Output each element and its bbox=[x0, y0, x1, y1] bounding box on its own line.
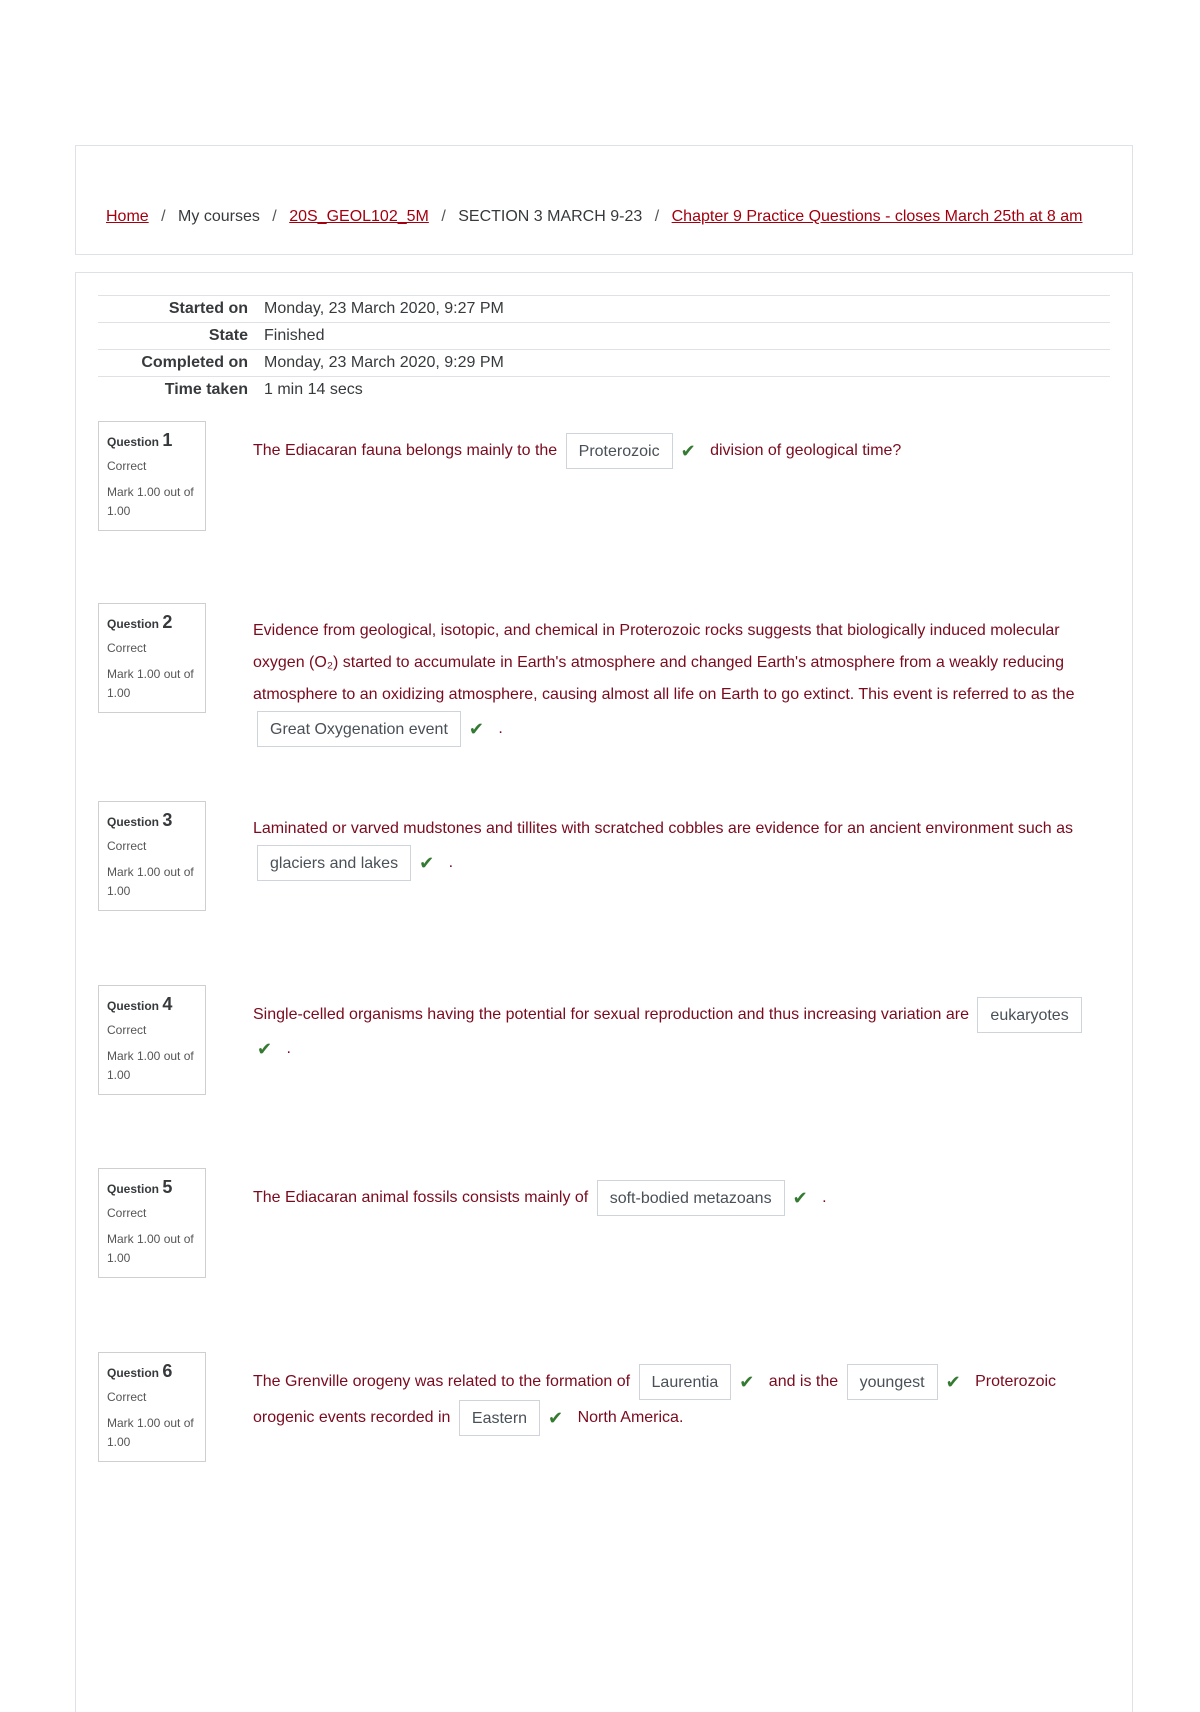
question-state: Correct bbox=[107, 459, 147, 473]
correct-check-icon: ✔ bbox=[468, 719, 484, 739]
question-number-value: 1 bbox=[162, 430, 173, 450]
answer-field[interactable]: eukaryotes bbox=[977, 997, 1081, 1033]
answer-field[interactable]: Great Oxygenation event bbox=[257, 711, 461, 747]
question-text-fragment: Evidence from geological, isotopic, and chemical in Proterozoic rocks suggests that biologically induced molecular oxygen (O₂) started to accumulate in Earth's atmosphere and changed Earth's atmosphere from a weakly reducing atmosphere to an oxidizing atmosphere, causing almost all life on Earth to go extinct. This event is referred to as the bbox=[253, 622, 1075, 703]
question-number-value: 3 bbox=[162, 810, 173, 830]
summary-label: Time taken bbox=[164, 381, 248, 398]
quiz-review-card bbox=[75, 272, 1133, 1712]
question-text-fragment: Single-celled organisms having the potential for sexual reproduction and thus increasing variation are bbox=[253, 1006, 974, 1024]
question-text-fragment: The Ediacaran fauna belongs mainly to the bbox=[253, 442, 562, 460]
question-text-fragment: . bbox=[493, 720, 503, 738]
question-text-fragment: and is the bbox=[764, 1373, 843, 1391]
answer-field[interactable]: glaciers and lakes bbox=[257, 845, 411, 881]
question-text-fragment: The Grenville orogeny was related to the formation of bbox=[253, 1373, 635, 1391]
breadcrumb-home-link[interactable]: Home bbox=[106, 208, 149, 225]
breadcrumb-section: SECTION 3 MARCH 9-23 bbox=[458, 208, 643, 225]
summary-label: Completed on bbox=[141, 354, 248, 371]
question-word: Question bbox=[107, 815, 163, 829]
attempt-summary-table bbox=[98, 295, 1110, 403]
breadcrumb-my-courses: My courses bbox=[178, 208, 260, 225]
answer-field[interactable]: youngest bbox=[847, 1364, 938, 1400]
question-grade: Mark 1.00 out of 1.00 bbox=[107, 667, 194, 700]
question-number bbox=[107, 994, 197, 1015]
question-text bbox=[253, 433, 1093, 469]
correct-check-icon: ✔ bbox=[945, 1372, 961, 1392]
question-state: Correct bbox=[107, 1023, 147, 1037]
correct-check-icon: ✔ bbox=[680, 441, 696, 461]
question-number bbox=[107, 612, 197, 633]
question-grade: Mark 1.00 out of 1.00 bbox=[107, 865, 194, 898]
question-word: Question bbox=[107, 617, 163, 631]
question-number bbox=[107, 810, 197, 831]
question-state: Correct bbox=[107, 1206, 147, 1220]
breadcrumb-card bbox=[75, 145, 1133, 255]
question-number-value: 5 bbox=[162, 1177, 173, 1197]
answer-field[interactable]: Eastern bbox=[459, 1400, 540, 1436]
summary-row-started bbox=[98, 296, 1110, 323]
question-grade: Mark 1.00 out of 1.00 bbox=[107, 1232, 194, 1265]
question-text bbox=[253, 813, 1093, 881]
correct-check-icon: ✔ bbox=[257, 1039, 273, 1059]
summary-value: Monday, 23 March 2020, 9:29 PM bbox=[264, 354, 504, 371]
question-text-fragment: . bbox=[817, 1189, 827, 1207]
question-word: Question bbox=[107, 1366, 163, 1380]
breadcrumb-course-link[interactable]: 20S_GEOL102_5M bbox=[289, 208, 429, 225]
question-state: Correct bbox=[107, 839, 147, 853]
correct-check-icon: ✔ bbox=[792, 1188, 808, 1208]
question-text-fragment: The Ediacaran animal fossils consists mainly of bbox=[253, 1189, 593, 1207]
question-text-fragment: division of geological time? bbox=[705, 442, 902, 460]
question-grade: Mark 1.00 out of 1.00 bbox=[107, 1416, 194, 1449]
question-word: Question bbox=[107, 999, 163, 1013]
question-word: Question bbox=[107, 435, 163, 449]
question-number bbox=[107, 1177, 197, 1198]
summary-row-state bbox=[98, 323, 1110, 350]
question-state: Correct bbox=[107, 641, 147, 655]
question-text-fragment: . bbox=[444, 854, 454, 872]
question-number-value: 6 bbox=[162, 1361, 173, 1381]
breadcrumb-separator: / bbox=[272, 208, 277, 225]
question-text-fragment: Proterozoic orogenic events recorded in bbox=[253, 1373, 1057, 1427]
summary-row-completed bbox=[98, 350, 1110, 377]
breadcrumb bbox=[106, 208, 1082, 226]
question-grade: Mark 1.00 out of 1.00 bbox=[107, 485, 194, 518]
correct-check-icon: ✔ bbox=[419, 853, 435, 873]
question-info-box bbox=[98, 1352, 206, 1462]
question-text-fragment: . bbox=[282, 1040, 291, 1058]
question-number-value: 2 bbox=[162, 612, 173, 632]
question-info-box bbox=[98, 985, 206, 1095]
question-info-box bbox=[98, 1168, 206, 1278]
breadcrumb-separator: / bbox=[441, 208, 446, 225]
question-info-box bbox=[98, 603, 206, 713]
question-text bbox=[253, 615, 1093, 747]
question-info-box bbox=[98, 421, 206, 531]
correct-check-icon: ✔ bbox=[548, 1408, 564, 1428]
question-state: Correct bbox=[107, 1390, 147, 1404]
breadcrumb-quiz-link[interactable]: Chapter 9 Practice Questions - closes March 25th at 8 am bbox=[671, 208, 1083, 225]
question-text bbox=[253, 997, 1093, 1065]
summary-row-time-taken bbox=[98, 377, 1110, 404]
summary-value: Finished bbox=[264, 327, 325, 344]
answer-field[interactable]: soft-bodied metazoans bbox=[597, 1180, 785, 1216]
breadcrumb-separator: / bbox=[161, 208, 166, 225]
summary-value: 1 min 14 secs bbox=[264, 381, 363, 398]
summary-value: Monday, 23 March 2020, 9:27 PM bbox=[264, 300, 504, 317]
question-number bbox=[107, 430, 197, 451]
correct-check-icon: ✔ bbox=[739, 1372, 755, 1392]
question-text-fragment: Laminated or varved mudstones and tillites with scratched cobbles are evidence for an ancient environment such as bbox=[253, 820, 1074, 837]
question-text bbox=[253, 1364, 1093, 1436]
summary-label: Started on bbox=[168, 300, 248, 317]
question-number bbox=[107, 1361, 197, 1382]
question-number-value: 4 bbox=[162, 994, 173, 1014]
question-grade: Mark 1.00 out of 1.00 bbox=[107, 1049, 194, 1082]
question-info-box bbox=[98, 801, 206, 911]
answer-field[interactable]: Laurentia bbox=[639, 1364, 732, 1400]
answer-field[interactable]: Proterozoic bbox=[566, 433, 673, 469]
question-word: Question bbox=[107, 1182, 163, 1196]
question-text bbox=[253, 1180, 1093, 1216]
breadcrumb-separator: / bbox=[654, 208, 660, 225]
question-text-fragment: North America. bbox=[573, 1409, 684, 1427]
summary-label: State bbox=[208, 327, 248, 344]
